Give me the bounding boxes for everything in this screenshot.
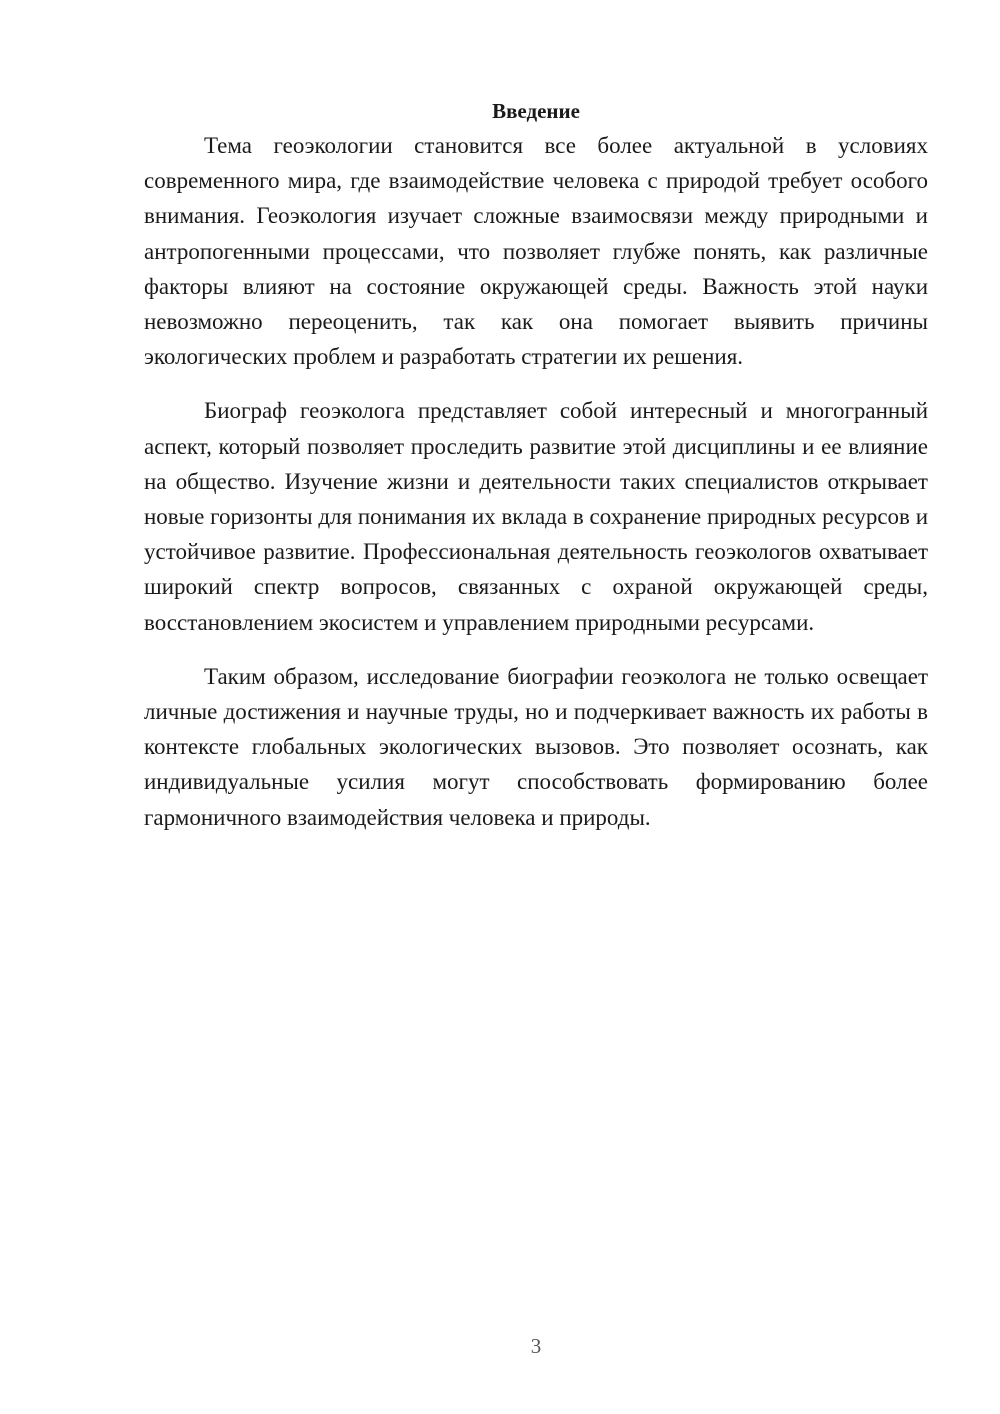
paragraph-3: Таким образом, исследование биографии геоэколога не только освещает личные достижения и научные труды, но и подчеркивает важность их работы в контексте глобальных экологических вызовов. Это позволяет осознать, как индивидуальные усилия могут способствовать формированию более гармоничного взаимодействия человека и природы.	[144, 663, 928, 830]
section-heading: Введение	[492, 99, 580, 123]
paragraph-2: Биограф геоэколога представляет собой интересный и многогранный аспект, который позволяет проследить развитие этой дисциплины и ее влияние на общество. Изучение жизни и деятельности таких специалистов открывает новые горизонты для понимания их вклада в сохранение природных ресурсов и устойчивое развитие. Профессиональная деятельность геоэкологов охватывает широкий спектр вопросов, связанных с охраной окружающей среды, восстановлением экосистем и управлением природными ресурсами.	[144, 398, 928, 635]
page-content	[144, 96, 928, 835]
page-number: 3	[530, 1334, 542, 1358]
paragraph-1: Тема геоэкологии становится все более актуальной в условиях современного мира, где взаимодействие человека с природой требует особого внимания. Геоэкология изучает сложные взаимосвязи между природными и антропогенными процессами, что позволяет глубже понять, как различные факторы влияют на состояние окружающей среды. Важность этой науки невозможно переоценить, так как она помогает выявить причины экологических проблем и разработать стратегии их решения.	[144, 133, 928, 370]
